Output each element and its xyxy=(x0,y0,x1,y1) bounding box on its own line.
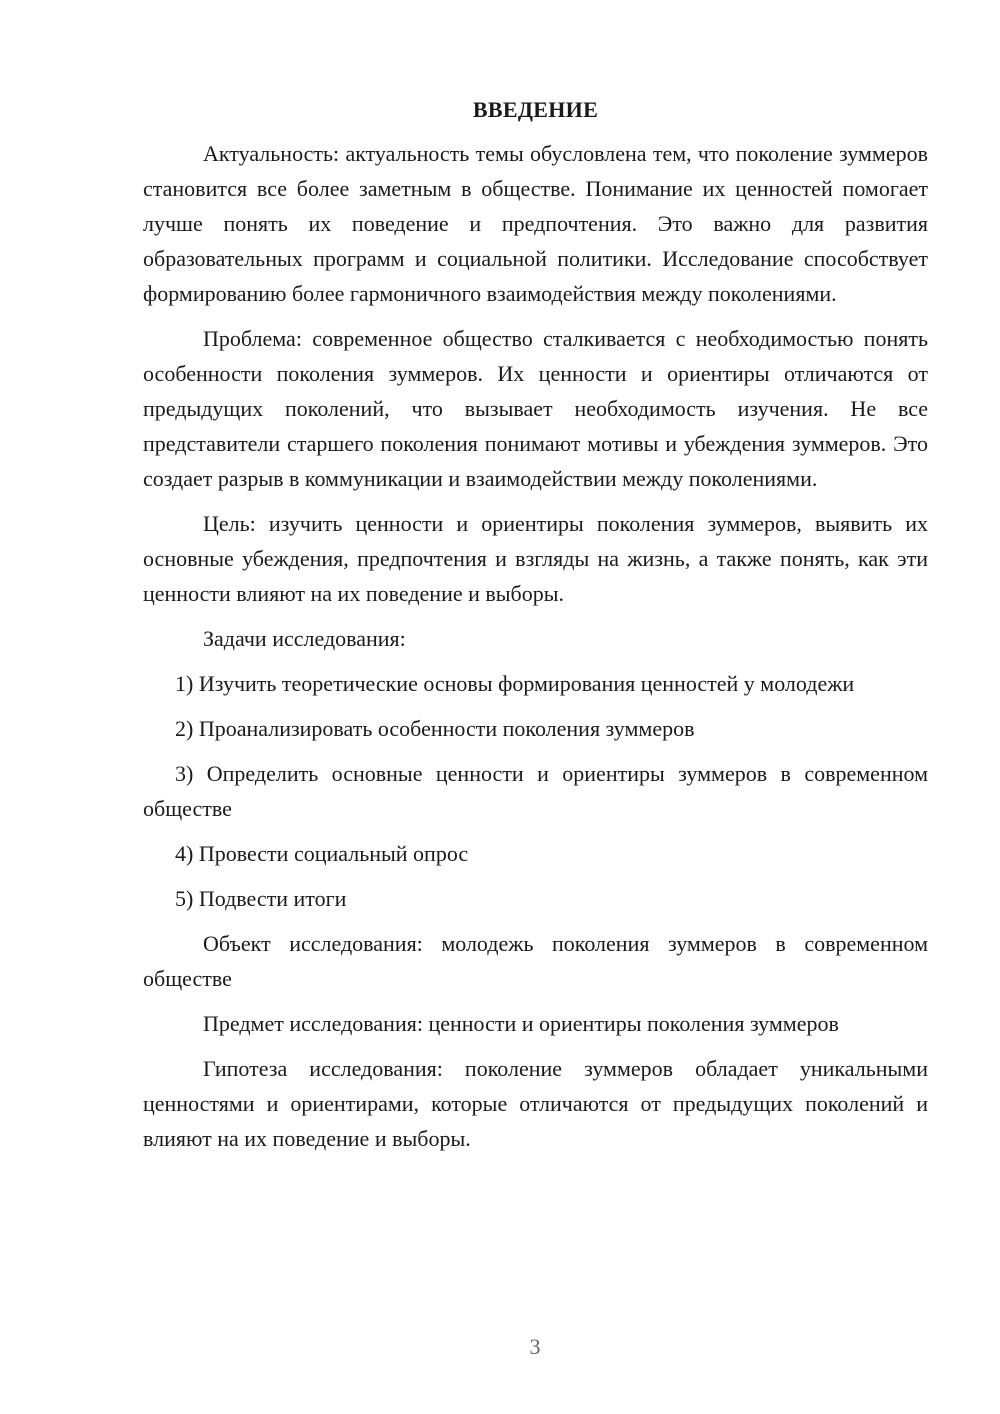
paragraph-subject: Предмет исследования: ценности и ориентиры поколения зуммеров xyxy=(203,1011,839,1036)
paragraph-goal: Цель: изучить ценности и ориентиры поколения зуммеров, выявить их основные убеждения, предпочтения и взгляды на жизнь, а также понять, как эти ценности влияют на их поведение и выборы. xyxy=(143,511,928,606)
task-item-5 xyxy=(143,881,928,916)
task-item-4 xyxy=(143,836,928,871)
paragraph-object: Объект исследования: молодежь поколения зуммеров в современном обществе xyxy=(143,931,928,991)
paragraph-hypothesis: Гипотеза исследования: поколение зуммеров обладает уникальными ценностями и ориентирами, которые отличаются от предыдущих поколений и влияют на их поведение и выборы. xyxy=(143,1056,928,1151)
page-title: ВВЕДЕНИЕ xyxy=(472,97,599,122)
task-item-1 xyxy=(143,666,928,701)
task-item-2 xyxy=(143,711,928,746)
task-number: 2) xyxy=(175,716,194,741)
paragraph-problem: Проблема: современное общество сталкивается с необходимостью понять особенности поколения зуммеров. Их ценности и ориентиры отличаются от предыдущих поколений, что вызывает необходимость изучения. Не все представители старшего поколения понимают мотивы и убеждения зуммеров. Это создает разрыв в коммуникации и взаимодействии между поколениями. xyxy=(143,326,928,491)
task-item-3 xyxy=(143,756,928,826)
task-text: Подвести итоги xyxy=(198,886,347,911)
task-text: Определить основные ценности и ориентиры зуммеров в современном обществе xyxy=(143,761,928,821)
task-number: 1) xyxy=(175,671,194,696)
task-number: 3) xyxy=(175,761,194,786)
task-text: Провести социальный опрос xyxy=(198,841,469,866)
task-number: 4) xyxy=(175,841,194,866)
task-text: Проанализировать особенности поколения зуммеров xyxy=(198,716,695,741)
task-text: Изучить теоретические основы формирования ценностей у молодежи xyxy=(198,671,855,696)
paragraph-relevance: Актуальность: актуальность темы обусловлена тем, что поколение зуммеров становится все более заметным в обществе. Понимание их ценностей помогает лучше понять их поведение и предпочтения. Это важно для развития образовательных программ и социальной политики. Исследование способствует формированию более гармоничного взаимодействия между поколениями. xyxy=(143,141,928,306)
document-page xyxy=(143,92,928,1166)
tasks-heading: Задачи исследования: xyxy=(203,626,406,651)
page-number: 3 xyxy=(529,1334,541,1359)
task-number: 5) xyxy=(175,886,194,911)
